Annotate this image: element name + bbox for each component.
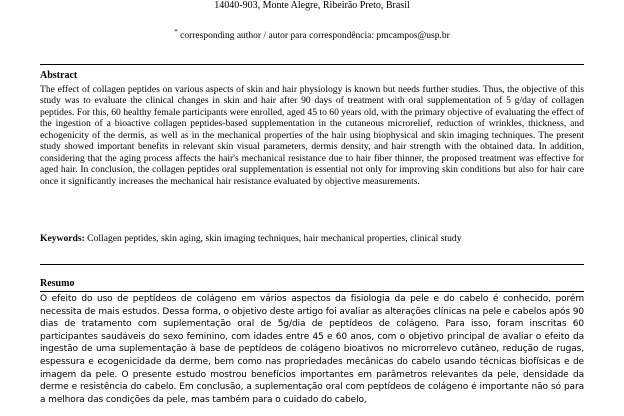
keywords-line: [40, 233, 584, 245]
corresponding-author-text: corresponding author / autor para correspondência: pmcampos@usp.br: [180, 31, 450, 42]
resumo-top-divider: [40, 264, 584, 265]
abstract-top-divider: [40, 64, 584, 65]
corresponding-author-line: [0, 26, 624, 42]
keywords-text: Collagen peptides, skin aging, skin imaging techniques, hair mechanical properties, clinical study: [87, 233, 462, 244]
keywords-label: Keywords:: [40, 233, 85, 244]
resumo-heading-underline: [40, 291, 584, 292]
asterisk-mark: *: [174, 28, 178, 36]
resumo-heading: Resumo: [40, 278, 75, 289]
resumo-body: O efeito do uso de peptídeos de colágeno em vários aspectos da fisiologia da pele e do cabelo é conhecido, porém necessita de mais estudos. Dessa forma, o objetivo deste artigo foi avaliar as alterações clínicas na pele e cabelos após 90 dias de tratamento com suplementação oral de 5g/dia de peptídeos de colágeno. Para isso, foram inscritas 60 participantes saudáveis do sexo feminino, com idades entre 45 e 60 anos, com o objetivo principal de avaliar o efeito da ingestão de uma suplementação à base de peptídeos de colágeno bioativos no microrrelevo cutâneo, redução de rugas, espessura e ecogenicidade da derme, bem como nas propriedades mecânicas do cabelo usando técnicas biofísicas e de imagem da pele. O presente estudo mostrou benefícios importantes em parâmetros relevantes da pele, densidade da derme e resistência do cabelo. Em conclusão, a suplementação oral com peptídeos de colágeno é importante não só para a melhora das condições da pele, mas também para o cuidado do cabelo,: [40, 294, 584, 405]
abstract-heading: Abstract: [40, 70, 78, 81]
abstract-body: The effect of collagen peptides on various aspects of skin and hair physiology is known but needs further studies. Thus, the objective of this study was to evaluate the clinical changes in skin and hair after 90 days of treatment with oral supplementation of 5 g/day of collagen peptides. For this, 60 healthy female participants were enrolled, aged 45 to 60 years old, with the primary objective of evaluating the effect of the ingestion of a bioactive collagen peptides-based supplementation in the cutaneous microrelief, reduction of wrinkles, thickness, and echogenicity of the dermis, as well as in the mechanical properties of the hair using biophysical and skin imaging techniques. The present study showed important benefits in relevant skin visual parameters, dermis density, and hair strength with the obtained data. In addition, considering that the aging process affects the hair's mechanical resistance due to hair fiber thinner, the proposed treatment was effective for aged hair. In conclusion, the collagen peptides oral supplementation is essential not only for improving skin conditions but also for hair care once it significantly increases the mechanical hair resistance evaluated by objective measurements.: [40, 84, 584, 187]
affiliation-line: 14040-903, Monte Alegre, Ribeirão Preto, Brasil: [214, 0, 410, 11]
